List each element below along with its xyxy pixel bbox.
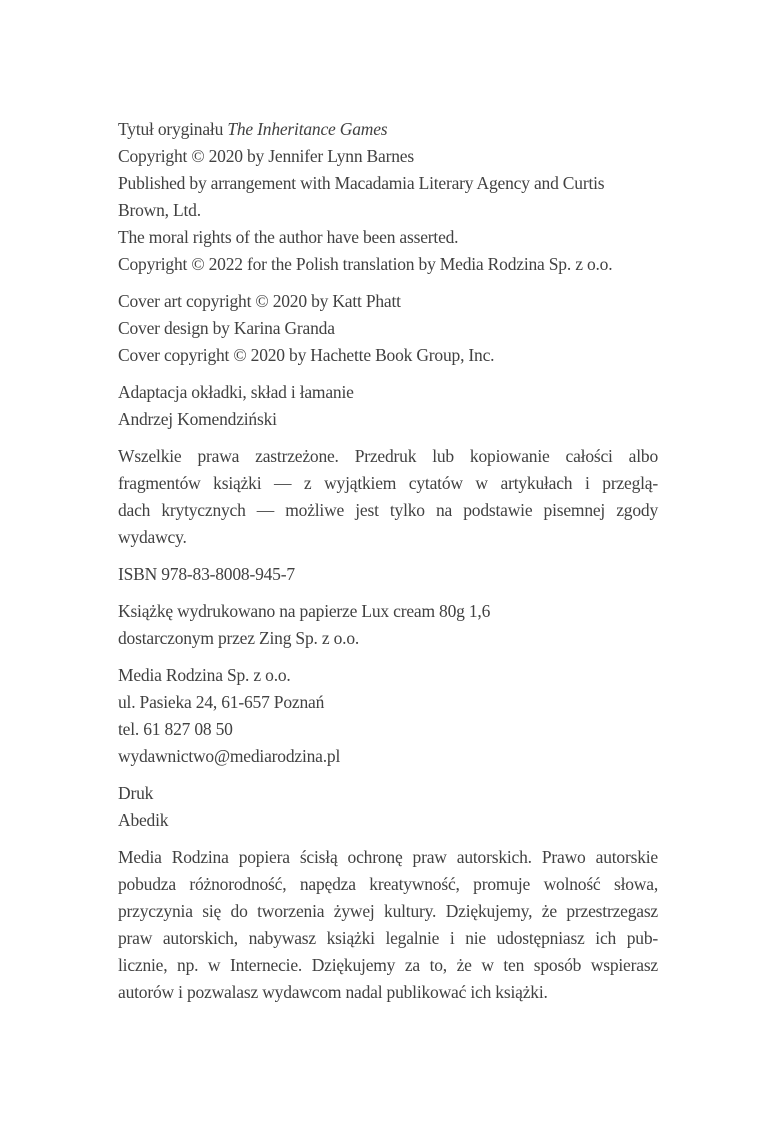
adaptation-name-line: Andrzej Komendziński: [118, 409, 277, 429]
print-label-line: Druk: [118, 783, 154, 803]
publisher-name-line: Media Rodzina Sp. z o.o.: [118, 665, 291, 685]
title-prefix: Tytuł oryginału: [118, 119, 228, 139]
published-by-line: Published by arrangement with Macadamia Literary Agency and Curtis: [118, 173, 605, 193]
paper-line: Książkę wydrukowano na papierze Lux cream 80g 1,6: [118, 601, 491, 621]
moral-rights-line: The moral rights of the author have been asserted.: [118, 227, 459, 247]
printer-name-line: Abedik: [118, 810, 169, 830]
copyright-support-line: praw autorskich, nabywasz książki legalnie i nie udostępniasz ich pub-: [118, 928, 658, 948]
title-rights-block: [118, 116, 658, 278]
copyright-support-line: pobudza różnorodność, napędza kreatywność, promuje wolność słowa,: [118, 874, 658, 894]
publisher-phone-line: tel. 61 827 08 50: [118, 719, 233, 739]
rights-reserved-last-line: wydawcy.: [118, 527, 187, 547]
colophon-content: [118, 116, 658, 1006]
cover-copyright-line: Cover copyright © 2020 by Hachette Book Group, Inc.: [118, 345, 495, 365]
adaptation-block: [118, 379, 658, 433]
copyright-author-line: Copyright © 2020 by Jennifer Lynn Barnes: [118, 146, 414, 166]
polish-translation-copyright-line: Copyright © 2022 for the Polish translation by Media Rodzina Sp. z o.o.: [118, 254, 613, 274]
copyright-support-line: Media Rodzina popiera ścisłą ochronę praw autorskich. Prawo autorskie: [118, 847, 658, 867]
publisher-email-line: wydawnictwo@mediarodzina.pl: [118, 746, 341, 766]
rights-reserved-block: [118, 443, 658, 551]
copyright-support-line: przyczynia się do tworzenia żywej kultury. Dziękujemy, że przestrzegasz: [118, 901, 658, 921]
copyright-support-line: licznie, np. w Internecie. Dziękujemy za to, że w ten sposób wspierasz: [118, 955, 658, 975]
print-block: [118, 780, 658, 834]
original-title: The Inheritance Games: [227, 119, 388, 139]
published-by-line-cont: Brown, Ltd.: [118, 200, 201, 220]
rights-reserved-line: fragmentów książki — z wyjątkiem cytatów w artykułach i przeglą-: [118, 473, 658, 493]
original-title-line: [118, 116, 658, 143]
paper-supplier-line: dostarczonym przez Zing Sp. z o.o.: [118, 628, 360, 648]
publisher-address-block: [118, 662, 658, 770]
cover-art-line: Cover art copyright © 2020 by Katt Phatt: [118, 291, 401, 311]
cover-design-line: Cover design by Karina Granda: [118, 318, 335, 338]
isbn-block: [118, 561, 658, 588]
publisher-street-line: ul. Pasieka 24, 61-657 Poznań: [118, 692, 325, 712]
paper-block: [118, 598, 658, 652]
cover-credits-block: [118, 288, 658, 369]
copyright-support-block: [118, 844, 658, 1006]
rights-reserved-line: dach krytycznych — możliwe jest tylko na podstawie pisemnej zgody: [118, 500, 658, 520]
adaptation-label-line: Adaptacja okładki, skład i łamanie: [118, 382, 354, 402]
copyright-support-last-line: autorów i pozwalasz wydawcom nadal publikować ich książki.: [118, 982, 548, 1002]
rights-reserved-line: Wszelkie prawa zastrzeżone. Przedruk lub kopiowanie całości albo: [118, 446, 658, 466]
isbn-line: ISBN 978-83-8008-945-7: [118, 564, 295, 584]
